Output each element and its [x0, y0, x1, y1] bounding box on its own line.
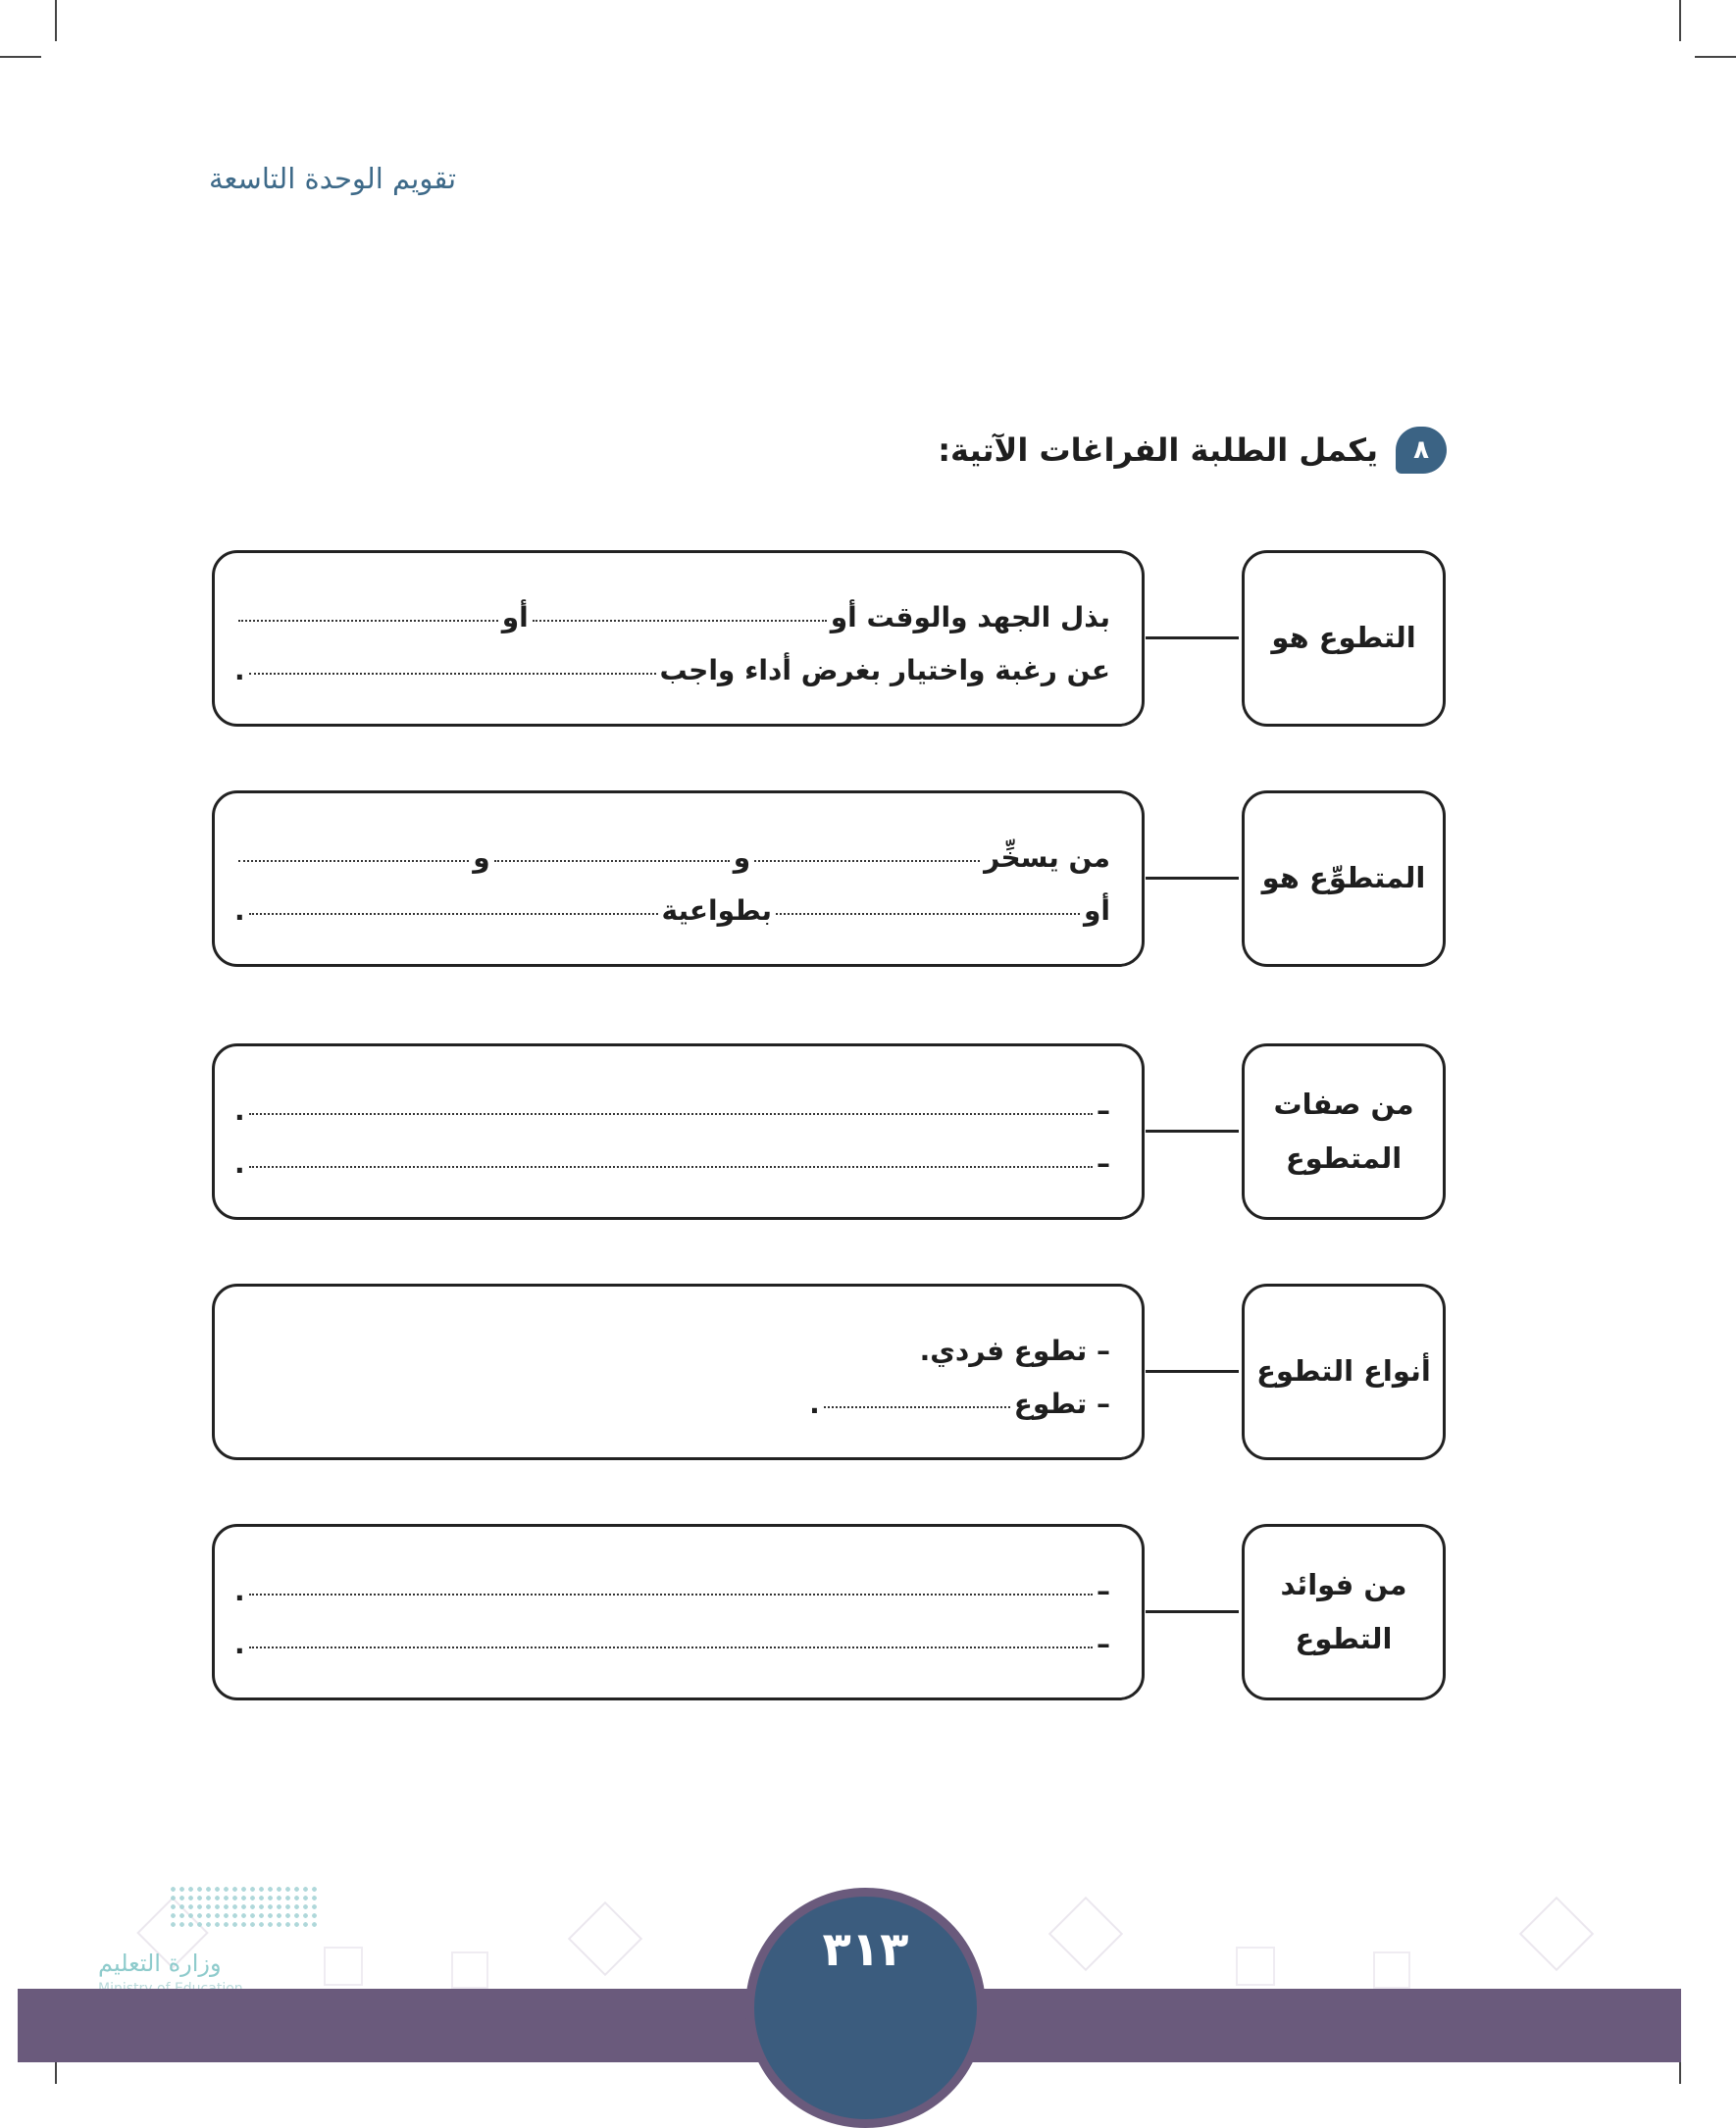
row-label: من صفات المتطوع [1242, 1043, 1446, 1220]
blank-field[interactable] [824, 1406, 1010, 1408]
blank-field[interactable] [533, 620, 827, 622]
decorative-square [1236, 1947, 1275, 1986]
crop-mark [1695, 56, 1736, 58]
fill-row-volunteer [212, 790, 1446, 973]
line-text: و [473, 841, 490, 874]
line-end: . [234, 1575, 245, 1607]
answer-line [234, 633, 1110, 686]
blank-field[interactable] [249, 913, 658, 915]
line-text: بذل الجهد والوقت أو [830, 601, 1110, 633]
blank-field[interactable] [249, 673, 656, 675]
connector-line [1146, 636, 1239, 639]
decorative-square [324, 1947, 363, 1986]
blank-field[interactable] [249, 1166, 1093, 1168]
answer-line [234, 581, 1110, 633]
crop-mark [55, 0, 57, 41]
answer-box [212, 1043, 1145, 1220]
answer-line [234, 1314, 1110, 1367]
line-end: . [809, 1388, 820, 1420]
answer-box [212, 1524, 1145, 1700]
decorative-diamond [1048, 1897, 1123, 1971]
decorative-square [451, 1951, 488, 1989]
answer-box [212, 550, 1145, 727]
fill-row-definition [212, 550, 1446, 733]
ministry-logo-icon [169, 1885, 321, 1928]
connector-line [1146, 1370, 1239, 1373]
decorative-diamond [1519, 1897, 1594, 1971]
decorative-diamond [568, 1901, 642, 1976]
answer-line [234, 1127, 1110, 1180]
running-head: تقويم الوحدة التاسعة [209, 162, 457, 195]
fill-row-benefits [212, 1524, 1446, 1706]
blank-field[interactable] [776, 913, 1080, 915]
line-end: . [234, 1094, 245, 1127]
line-text: – [1097, 1575, 1110, 1607]
fill-row-types [212, 1284, 1446, 1466]
blank-field[interactable] [249, 1647, 1093, 1648]
line-end: . [234, 1147, 245, 1180]
line-text: عن رغبة واختيار بغرض أداء واجب [659, 654, 1110, 686]
answer-box [212, 790, 1145, 967]
question-header [938, 427, 1447, 474]
row-label: المتطوِّع هو [1242, 790, 1446, 967]
line-end: . [234, 654, 245, 686]
line-text: – [1097, 1147, 1110, 1180]
question-title: يكمل الطلبة الفراغات الآتية: [938, 431, 1378, 469]
blank-field[interactable] [494, 860, 730, 862]
row-label: من فوائد التطوع [1242, 1524, 1446, 1700]
answer-line [234, 1074, 1110, 1127]
answer-box [212, 1284, 1145, 1460]
answer-line [234, 1367, 1110, 1420]
line-text: و [733, 841, 751, 874]
page-number: ٣١٣ [822, 1922, 909, 1977]
crop-mark [1679, 0, 1681, 41]
decorative-square [1373, 1951, 1410, 1989]
blank-field[interactable] [249, 1113, 1093, 1115]
connector-line [1146, 877, 1239, 880]
row-label: التطوع هو [1242, 550, 1446, 727]
connector-line [1146, 1130, 1239, 1133]
line-text: أو [501, 601, 529, 633]
blank-field[interactable] [238, 620, 498, 622]
connector-line [1146, 1610, 1239, 1613]
crop-mark [0, 56, 41, 58]
answer-line [234, 874, 1110, 927]
line-text: من يسخِّر [984, 841, 1110, 874]
answer-line [234, 821, 1110, 874]
blank-field[interactable] [754, 860, 980, 862]
question-number: ٨ [1396, 427, 1447, 474]
line-text: – [1097, 1628, 1110, 1660]
answer-line [234, 1607, 1110, 1660]
line-text: – تطوع [1013, 1388, 1110, 1420]
line-text: بطواعية [661, 894, 772, 927]
line-text: أو [1083, 894, 1110, 927]
blank-field[interactable] [249, 1594, 1093, 1596]
fill-row-traits [212, 1043, 1446, 1226]
blank-field[interactable] [238, 860, 469, 862]
ministry-logo-text: وزارة التعليم [98, 1950, 222, 1977]
answer-line [234, 1554, 1110, 1607]
row-label: أنواع التطوع [1242, 1284, 1446, 1460]
line-text: – [1097, 1094, 1110, 1127]
line-text: – تطوع فردي. [919, 1335, 1110, 1367]
line-end: . [234, 1628, 245, 1660]
line-end: . [234, 894, 245, 927]
